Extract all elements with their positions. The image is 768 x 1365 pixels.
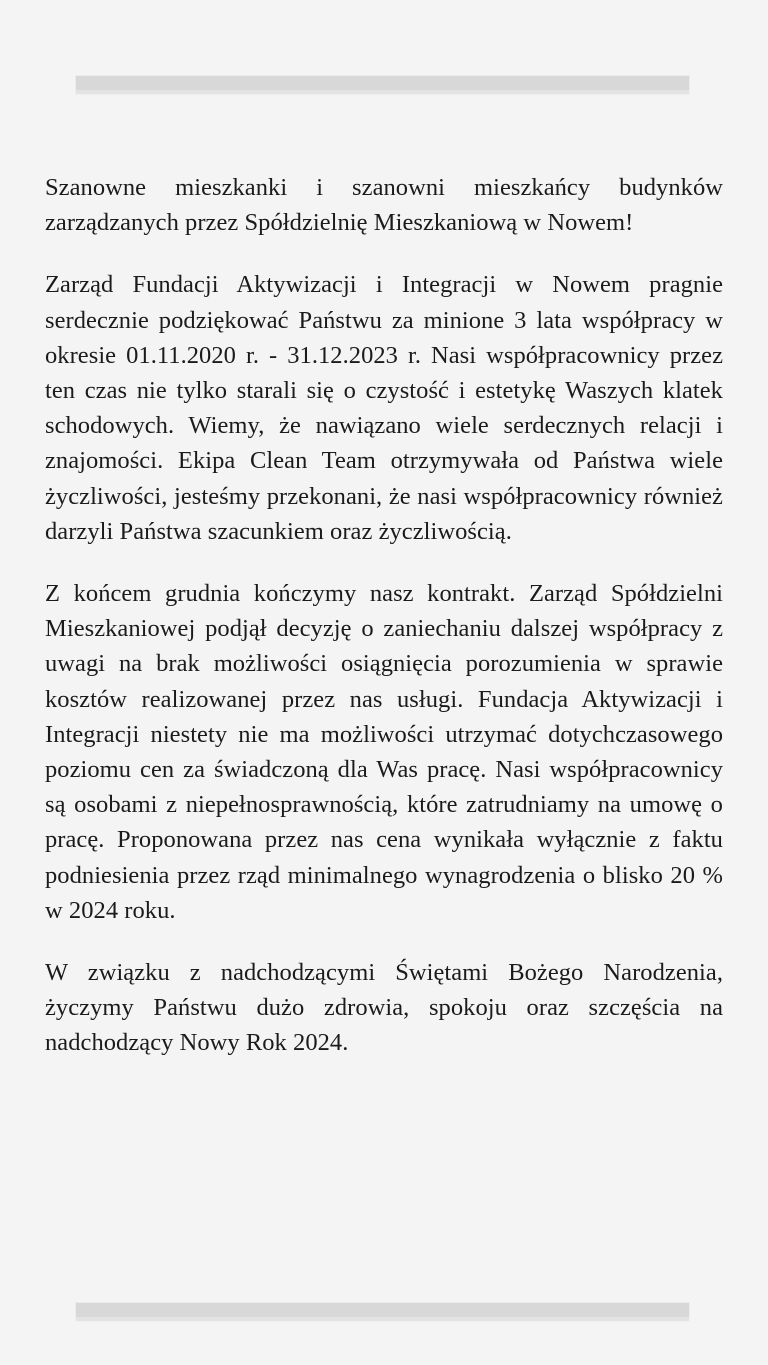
top-bar-shadow xyxy=(75,90,690,95)
letter-body xyxy=(45,170,723,1061)
top-placeholder-bar xyxy=(75,75,690,95)
paragraph-greetings: W związku z nadchodzącymi Świętami Bożego Narodzenia, życzymy Państwu dużo zdrowia, spokoju oraz szczęścia na nadchodzący Nowy Rok 2024. xyxy=(45,959,723,1057)
bottom-placeholder-bar xyxy=(75,1302,690,1322)
paragraph-contract-end: Z końcem grudnia kończymy nasz kontrakt. Zarząd Spółdzielni Mieszkaniowej podjął decyzję o zaniechaniu dalszej współpracy z uwagi na brak możliwości osiągnięcia porozumienia w sprawie kosztów realizowanej przez nas usługi. Fundacja Aktywizacji i Integracji niestety nie ma możliwości utrzymać dotychczasowego poziomu cen za świadczoną dla Was pracę. Nasi współpracownicy są osobami z niepełnosprawnością, które zatrudniamy na umowę o pracę. Proponowana przez nas cena wynikała wyłącznie z faktu podniesienia przez rząd minimalnego wynagrodzenia o blisko 20 % w 2024 roku. xyxy=(45,580,723,924)
bottom-bar-fill xyxy=(75,1302,690,1317)
top-bar-fill xyxy=(75,75,690,90)
paragraph-salutation: Szanowne mieszkanki i szanowni mieszkańcy budynków zarządzanych przez Spółdzielnię Mieszkaniową w Nowem! xyxy=(45,174,723,237)
bottom-bar-shadow xyxy=(75,1317,690,1322)
paragraph-thanks: Zarząd Fundacji Aktywizacji i Integracji w Nowem pragnie serdecznie podziękować Państwu za minione 3 lata współpracy w okresie 01.11.2020 r. - 31.12.2023 r. Nasi współpracownicy przez ten czas nie tylko starali się o czystość i estetykę Waszych klatek schodowych. Wiemy, że nawiązano wiele serdecznych relacji i znajomości. Ekipa Clean Team otrzymywała od Państwa wiele życzliwości, jesteśmy przekonani, że nasi współpracownicy również darzyli Państwa szacunkiem oraz życzliwością. xyxy=(45,271,723,545)
